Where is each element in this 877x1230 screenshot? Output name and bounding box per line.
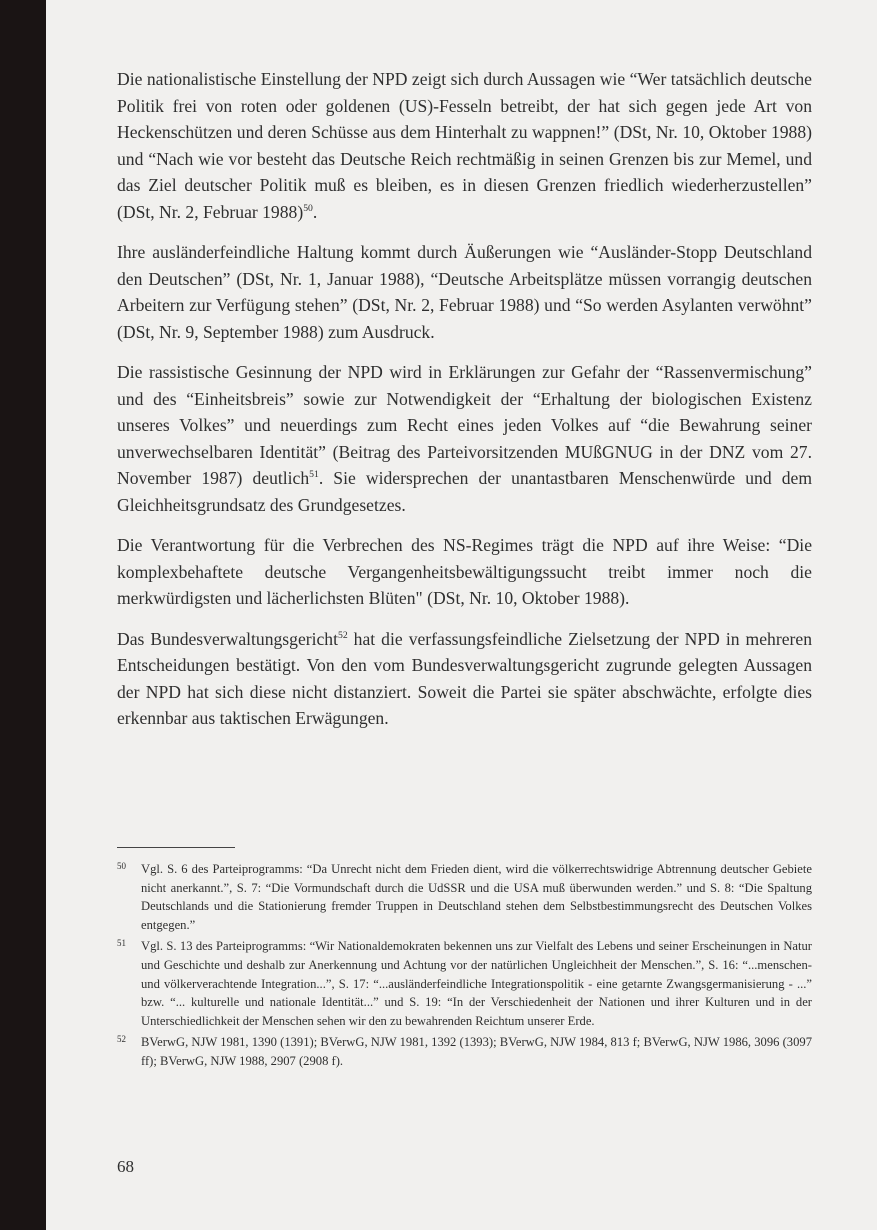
footnote-text: Vgl. S. 13 des Parteiprogramms: “Wir Nationaldemokraten bekennen uns zur Vielfalt des Lebens und seiner Erscheinungen in Natur und Geschichte und deshalb zur Anerkennung und Achtung vor der natürlichen Ungleichheit der Menschen.”, S. 16: “...menschen- und völkerverachtende Integration...”, S. 17: “...ausländerfeindliche Integrationspolitik - eine getarnte Zwangsgermanisierung - ...” bzw. “... kulturelle und nationale Identität...” und S. 19: “In der Verschiedenheit der Nationen und ihrer Kulturen und in der Unterschiedlichkeit der Menschen sehen wir den zu bewahrenden Reichtum unserer Erde. (141, 939, 812, 1028)
footnote-number: 52 (117, 1034, 126, 1045)
paragraph-tail: hat die verfassungsfeindliche Zielsetzung der NPD in mehreren Entscheidungen bestätigt. Von den vom Bundesverwaltungsgericht zugrunde gelegten Aussagen der NPD hat sich diese nicht distanziert. Soweit die Partei sie später abschwächte, erfolgte dies erkennbar aus taktischen Erwägungen. (117, 628, 812, 728)
footnote-text: Vgl. S. 6 des Parteiprogramms: “Da Unrecht nicht dem Frieden dient, wird die völkerrechtswidrige Abtrennung deutscher Gebiete nicht anerkannt.”, S. 7: “Die Vormundschaft durch die UdSSR und die USA muß überwunden werden.” und S. 8: “Die Spaltung Deutschlands und die Stationierung fremder Truppen in Deutschland stehen dem Selbstbestimmungsrecht des Deutschen Volkes entgegen.” (141, 862, 812, 932)
paragraph-text: Ihre ausländerfeindliche Haltung kommt durch Äußerungen wie “Ausländer-Stopp Deutschland den Deutschen” (DSt, Nr. 1, Januar 1988), “Deutsche Arbeitsplätze müssen vorrangig deutschen Arbeitern zur Verfügung stehen” (DSt, Nr. 2, Februar 1988) und “So werden Asylanten verwöhnt” (DSt, Nr. 9, September 1988) zum Ausdruck. (117, 242, 812, 342)
main-text (117, 66, 812, 746)
paragraph-tail: . Sie widersprechen der unantastbaren Menschenwürde und dem Gleichheitsgrundsatz des Grundgesetzes. (117, 468, 813, 515)
footnote (117, 1033, 812, 1070)
paragraph-court (117, 626, 812, 732)
footnote-text: BVerwG, NJW 1981, 1390 (1391); BVerwG, NJW 1981, 1392 (1393); BVerwG, NJW 1984, 813 f; BVerwG, NJW 1986, 3096 (3097 ff); BVerwG, NJW 1988, 2907 (2908 f). (141, 1035, 812, 1068)
footnote-divider (117, 847, 235, 848)
scan-binding-edge (0, 0, 46, 1230)
footnote-number: 50 (117, 861, 126, 871)
footnote (117, 937, 812, 1030)
page-number: 68 (117, 1157, 134, 1176)
paragraph-tail: . (312, 201, 318, 222)
footnote-reference: 52 (338, 629, 348, 641)
paragraph-text: Die nationalistische Einstellung der NPD zeigt sich durch Aussagen wie “Wer tatsächlich deutsche Politik frei von roten oder goldenen (US)-Fesseln betreibt, der hat sich gegen jede Art von Heckenschützen und deren Schüsse aus dem Hinterhalt zu wappnen!” (DSt, Nr. 10, Oktober 1988) und “Nach wie vor besteht das Deutsche Reich rechtmäßig in seinen Grenzen bis zur Memel, und das Ziel deutscher Politik muß es bleiben, es in diesen Grenzen friedlich wiederherzustellen” (DSt, Nr. 2, Februar 1988) (117, 69, 812, 222)
footnote-reference: 51 (309, 469, 319, 481)
paragraph-text: Die Verantwortung für die Verbrechen des NS-Regimes trägt die NPD auf ihre Weise: “Die komplexbehaftete deutsche Vergangenheitsbewältigungssucht treibt immer noch die merkwürdigsten und lächerlichsten Blüten" (DSt, Nr. 10, Oktober 1988). (117, 535, 812, 608)
footnote-reference: 50 (303, 202, 313, 214)
paragraph-xenophobia (117, 239, 812, 345)
footnotes (117, 860, 812, 1074)
footnote-number: 51 (117, 938, 126, 949)
paragraph-ns-regime (117, 532, 812, 612)
paragraph-text: Das Bundesverwaltungsgericht (117, 628, 338, 649)
paragraph-racism (117, 359, 812, 518)
paragraph-nationalism (117, 66, 812, 225)
paragraph-text: Die rassistische Gesinnung der NPD wird in Erklärungen zur Gefahr der “Rassenvermischung” und des “Einheitsbreis” sowie zur Notwendigkeit der “Erhaltung der biologischen Existenz unseres Volkes” und neuerdings zum Recht eines jeden Volkes auf “die Bewahrung seiner unverwechselbaren Identität” (Beitrag des Parteivorsitzenden MUßGNUG in der DNZ vom 27. November 1987) deutlich (117, 362, 812, 488)
footnote (117, 860, 812, 934)
